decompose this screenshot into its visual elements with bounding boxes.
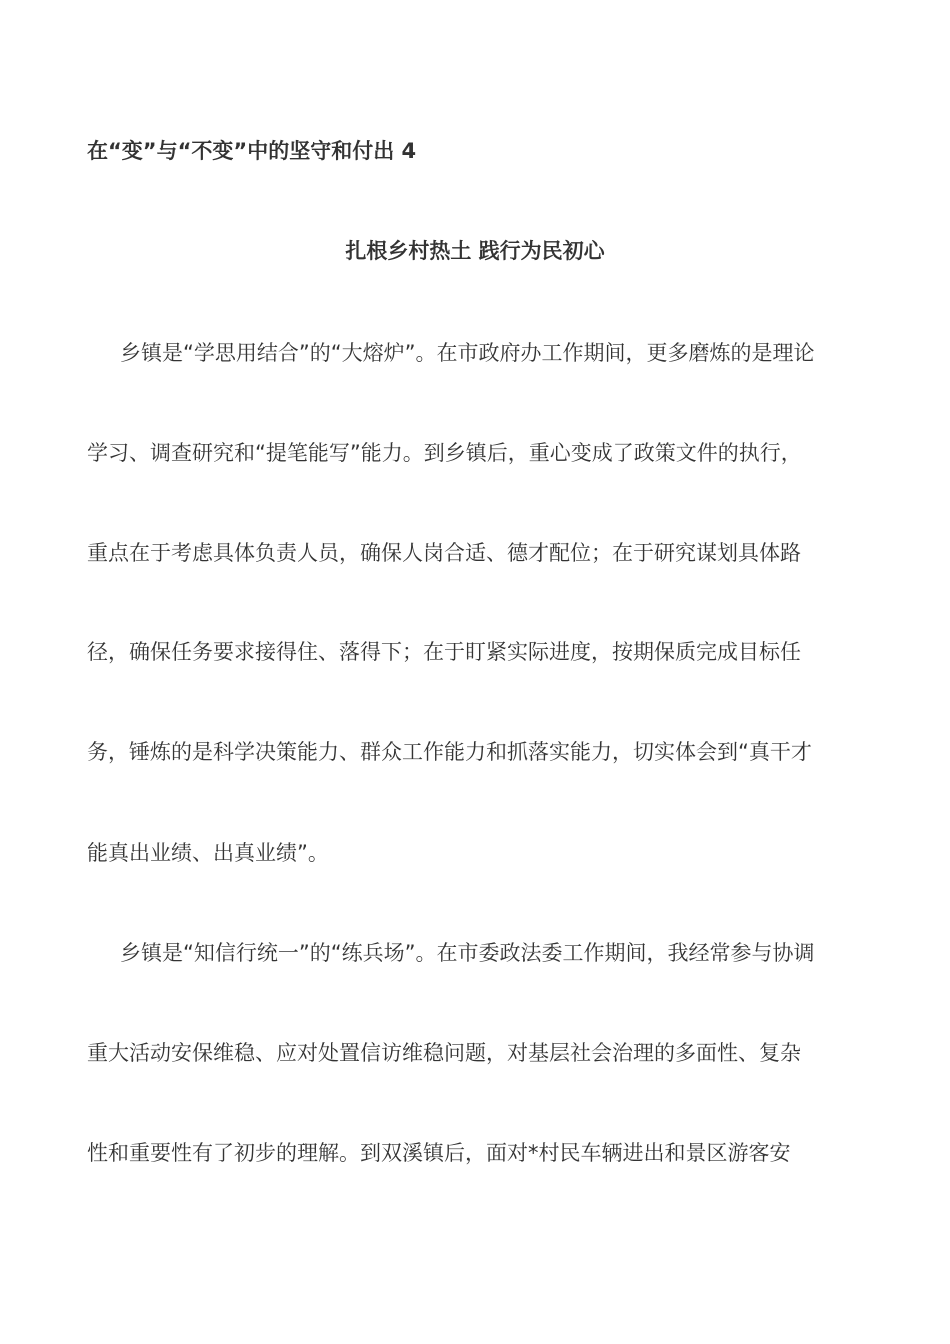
paragraph-line: 学习、调查研究和“提笔能写”能力。到乡镇后，重心变成了政策文件的执行，	[87, 441, 802, 465]
paragraph-line: 乡镇是“学思用结合”的“大熔炉”。在市政府办工作期间，更多磨炼的是理论	[120, 341, 815, 365]
paragraph-line: 重点在于考虑具体负责人员，确保人岗合适、德才配位；在于研究谋划具体路	[87, 541, 801, 565]
paragraph-line: 能真出业绩、出真业绩”。	[87, 841, 329, 865]
paragraph-line: 性和重要性有了初步的理解。到双溪镇后，面对*村民车辆进出和景区游客安	[87, 1141, 791, 1165]
paragraph-line: 径，确保任务要求接得住、落得下；在于盯紧实际进度，按期保质完成目标任	[87, 640, 801, 664]
paragraph-line: 乡镇是“知信行统一”的“练兵场”。在市委政法委工作期间，我经常参与协调	[120, 941, 815, 965]
document-subtitle: 扎根乡村热土 践行为民初心	[345, 239, 605, 263]
paragraph-line: 重大活动安保维稳、应对处置信访维稳问题，对基层社会治理的多面性、复杂	[87, 1041, 801, 1065]
paragraph-line: 务，锤炼的是科学决策能力、群众工作能力和抓落实能力，切实体会到“真干才	[87, 740, 812, 764]
document-title: 在“变”与“不变”中的坚守和付出 4	[87, 139, 417, 163]
